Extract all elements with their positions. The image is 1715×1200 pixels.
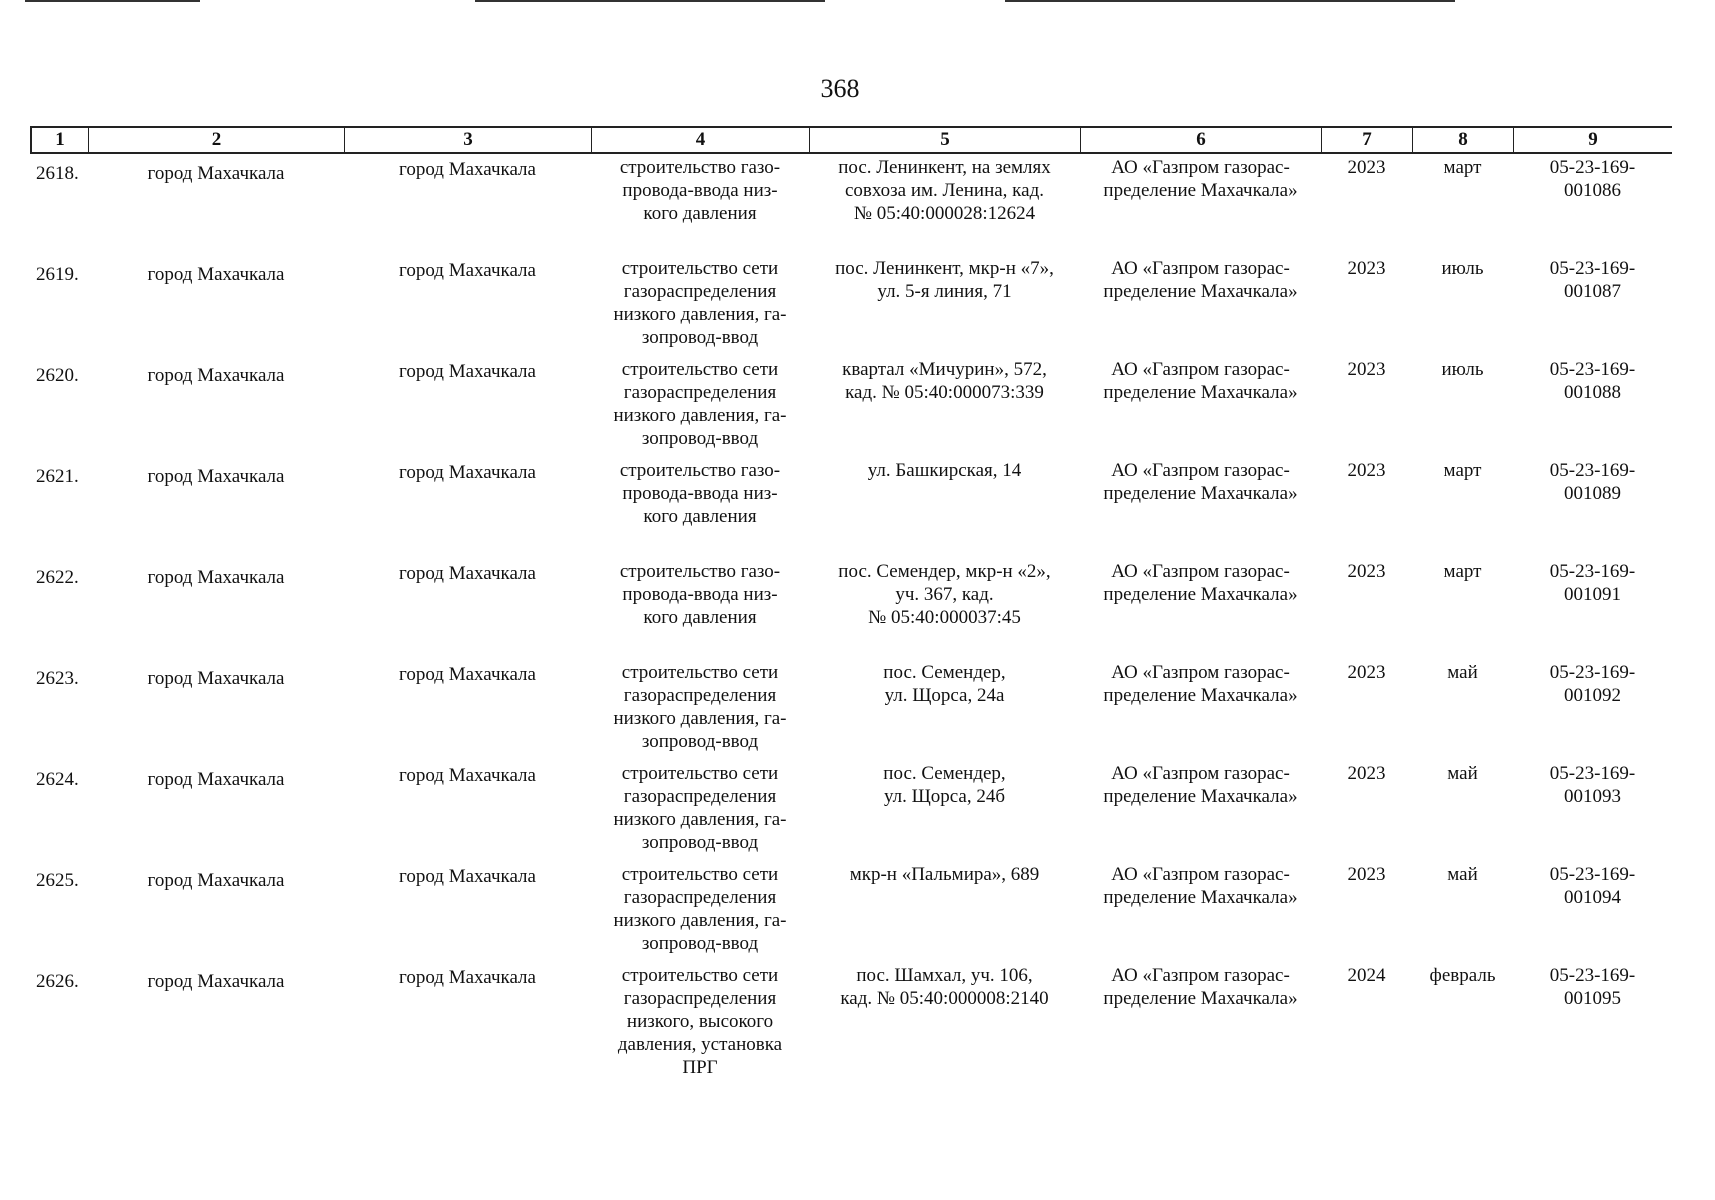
year-cell: 2023 — [1347, 763, 1386, 784]
table-row — [30, 255, 1672, 356]
work-description-cell: строительство сети газораспределения низкого давления, га- зопровод-ввод — [613, 763, 787, 853]
locality-cell: город Махачкала — [399, 563, 536, 584]
municipality-cell: город Махачкала — [147, 264, 285, 285]
locality-cell: город Махачкала — [399, 260, 536, 281]
year-cell: 2024 — [1347, 965, 1386, 986]
page-number: 368 — [820, 74, 860, 103]
year-cell: 2023 — [1347, 864, 1386, 885]
row-number: 2625. — [36, 870, 79, 891]
code-cell: 05-23-169- 001088 — [1549, 359, 1636, 403]
locality-cell: город Махачкала — [399, 361, 536, 382]
work-description-cell: строительство газо- провода-ввода низ- кого давления — [619, 157, 781, 224]
column-header: 3 — [344, 128, 591, 152]
municipality-cell: город Махачкала — [147, 668, 285, 689]
organization-cell: АО «Газпром газорас- пределение Махачкала» — [1103, 359, 1298, 403]
table-row — [30, 659, 1672, 760]
work-description-cell: строительство сети газораспределения низкого давления, га- зопровод-ввод — [613, 864, 787, 954]
month-cell: март — [1443, 460, 1482, 481]
column-header: 2 — [88, 128, 344, 152]
column-header: 7 — [1321, 128, 1412, 152]
column-header: 8 — [1412, 128, 1513, 152]
table-row — [30, 154, 1672, 255]
table-body — [30, 154, 1672, 1092]
column-header-row — [30, 126, 1672, 154]
month-cell: май — [1447, 662, 1478, 683]
code-cell: 05-23-169- 001089 — [1549, 460, 1636, 504]
municipality-cell: город Махачкала — [147, 466, 285, 487]
work-description-cell: строительство сети газораспределения низкого давления, га- зопровод-ввод — [613, 359, 787, 449]
month-cell: май — [1447, 864, 1478, 885]
code-cell: 05-23-169- 001093 — [1549, 763, 1636, 807]
work-description-cell: строительство сети газораспределения низкого давления, га- зопровод-ввод — [613, 258, 787, 348]
locality-cell: город Махачкала — [399, 664, 536, 685]
municipality-cell: город Махачкала — [147, 870, 285, 891]
table-row — [30, 962, 1672, 1092]
row-number: 2620. — [36, 365, 79, 386]
month-cell: март — [1443, 561, 1482, 582]
table-row — [30, 760, 1672, 861]
organization-cell: АО «Газпром газорас- пределение Махачкала» — [1103, 763, 1298, 807]
row-number: 2621. — [36, 466, 79, 487]
address-cell: пос. Ленинкент, на землях совхоза им. Ленина, кад. № 05:40:000028:12624 — [838, 157, 1051, 224]
municipality-cell: город Махачкала — [147, 163, 285, 184]
row-number: 2618. — [36, 163, 79, 184]
register-table — [30, 126, 1672, 1092]
work-description-cell: строительство сети газораспределения низкого давления, га- зопровод-ввод — [613, 662, 787, 752]
municipality-cell: город Махачкала — [147, 567, 285, 588]
address-cell: мкр-н «Пальмира», 689 — [849, 864, 1040, 885]
address-cell: ул. Башкирская, 14 — [867, 460, 1022, 481]
top-rule-right — [1005, 0, 1455, 2]
locality-cell: город Махачкала — [399, 967, 536, 988]
work-description-cell: строительство сети газораспределения низкого, высокого давления, установка ПРГ — [617, 965, 783, 1078]
row-number: 2622. — [36, 567, 79, 588]
address-cell: пос. Семендер, ул. Щорса, 24а — [883, 662, 1006, 706]
month-cell: март — [1443, 157, 1482, 178]
organization-cell: АО «Газпром газорас- пределение Махачкала» — [1103, 157, 1298, 201]
table-row — [30, 457, 1672, 558]
municipality-cell: город Махачкала — [147, 971, 285, 992]
address-cell: квартал «Мичурин», 572, кад. № 05:40:000073:339 — [842, 359, 1047, 403]
year-cell: 2023 — [1347, 460, 1386, 481]
column-header: 9 — [1513, 128, 1672, 152]
month-cell: февраль — [1429, 965, 1496, 986]
code-cell: 05-23-169- 001092 — [1549, 662, 1636, 706]
locality-cell: город Махачкала — [399, 765, 536, 786]
code-cell: 05-23-169- 001087 — [1549, 258, 1636, 302]
table-row — [30, 861, 1672, 962]
organization-cell: АО «Газпром газорас- пределение Махачкала» — [1103, 258, 1298, 302]
month-cell: июль — [1441, 258, 1484, 279]
locality-cell: город Махачкала — [399, 462, 536, 483]
address-cell: пос. Шамхал, уч. 106, кад. № 05:40:000008:2140 — [840, 965, 1049, 1009]
municipality-cell: город Махачкала — [147, 769, 285, 790]
organization-cell: АО «Газпром газорас- пределение Махачкала» — [1103, 662, 1298, 706]
code-cell: 05-23-169- 001094 — [1549, 864, 1636, 908]
work-description-cell: строительство газо- провода-ввода низ- кого давления — [619, 460, 781, 527]
month-cell: июль — [1441, 359, 1484, 380]
row-number: 2623. — [36, 668, 79, 689]
address-cell: пос. Ленинкент, мкр-н «7», ул. 5-я линия, 71 — [835, 258, 1054, 302]
row-number: 2624. — [36, 769, 79, 790]
organization-cell: АО «Газпром газорас- пределение Махачкала» — [1103, 460, 1298, 504]
column-header: 1 — [30, 128, 88, 152]
municipality-cell: город Махачкала — [147, 365, 285, 386]
column-header: 6 — [1080, 128, 1321, 152]
year-cell: 2023 — [1347, 258, 1386, 279]
year-cell: 2023 — [1347, 157, 1386, 178]
table-row — [30, 558, 1672, 659]
code-cell: 05-23-169- 001091 — [1549, 561, 1636, 605]
month-cell: май — [1447, 763, 1478, 784]
row-number: 2619. — [36, 264, 79, 285]
organization-cell: АО «Газпром газорас- пределение Махачкала» — [1103, 965, 1298, 1009]
table-row — [30, 356, 1672, 457]
year-cell: 2023 — [1347, 561, 1386, 582]
code-cell: 05-23-169- 001095 — [1549, 965, 1636, 1009]
year-cell: 2023 — [1347, 662, 1386, 683]
address-cell: пос. Семендер, мкр-н «2», уч. 367, кад. № 05:40:000037:45 — [838, 561, 1051, 628]
code-cell: 05-23-169- 001086 — [1549, 157, 1636, 201]
locality-cell: город Махачкала — [399, 159, 536, 180]
column-header: 4 — [591, 128, 809, 152]
year-cell: 2023 — [1347, 359, 1386, 380]
top-rule-left — [25, 0, 200, 2]
organization-cell: АО «Газпром газорас- пределение Махачкала» — [1103, 561, 1298, 605]
organization-cell: АО «Газпром газорас- пределение Махачкала» — [1103, 864, 1298, 908]
work-description-cell: строительство газо- провода-ввода низ- кого давления — [619, 561, 781, 628]
row-number: 2626. — [36, 971, 79, 992]
column-header: 5 — [809, 128, 1080, 152]
locality-cell: город Махачкала — [399, 866, 536, 887]
address-cell: пос. Семендер, ул. Щорса, 24б — [883, 763, 1006, 807]
top-rule-middle — [475, 0, 825, 2]
